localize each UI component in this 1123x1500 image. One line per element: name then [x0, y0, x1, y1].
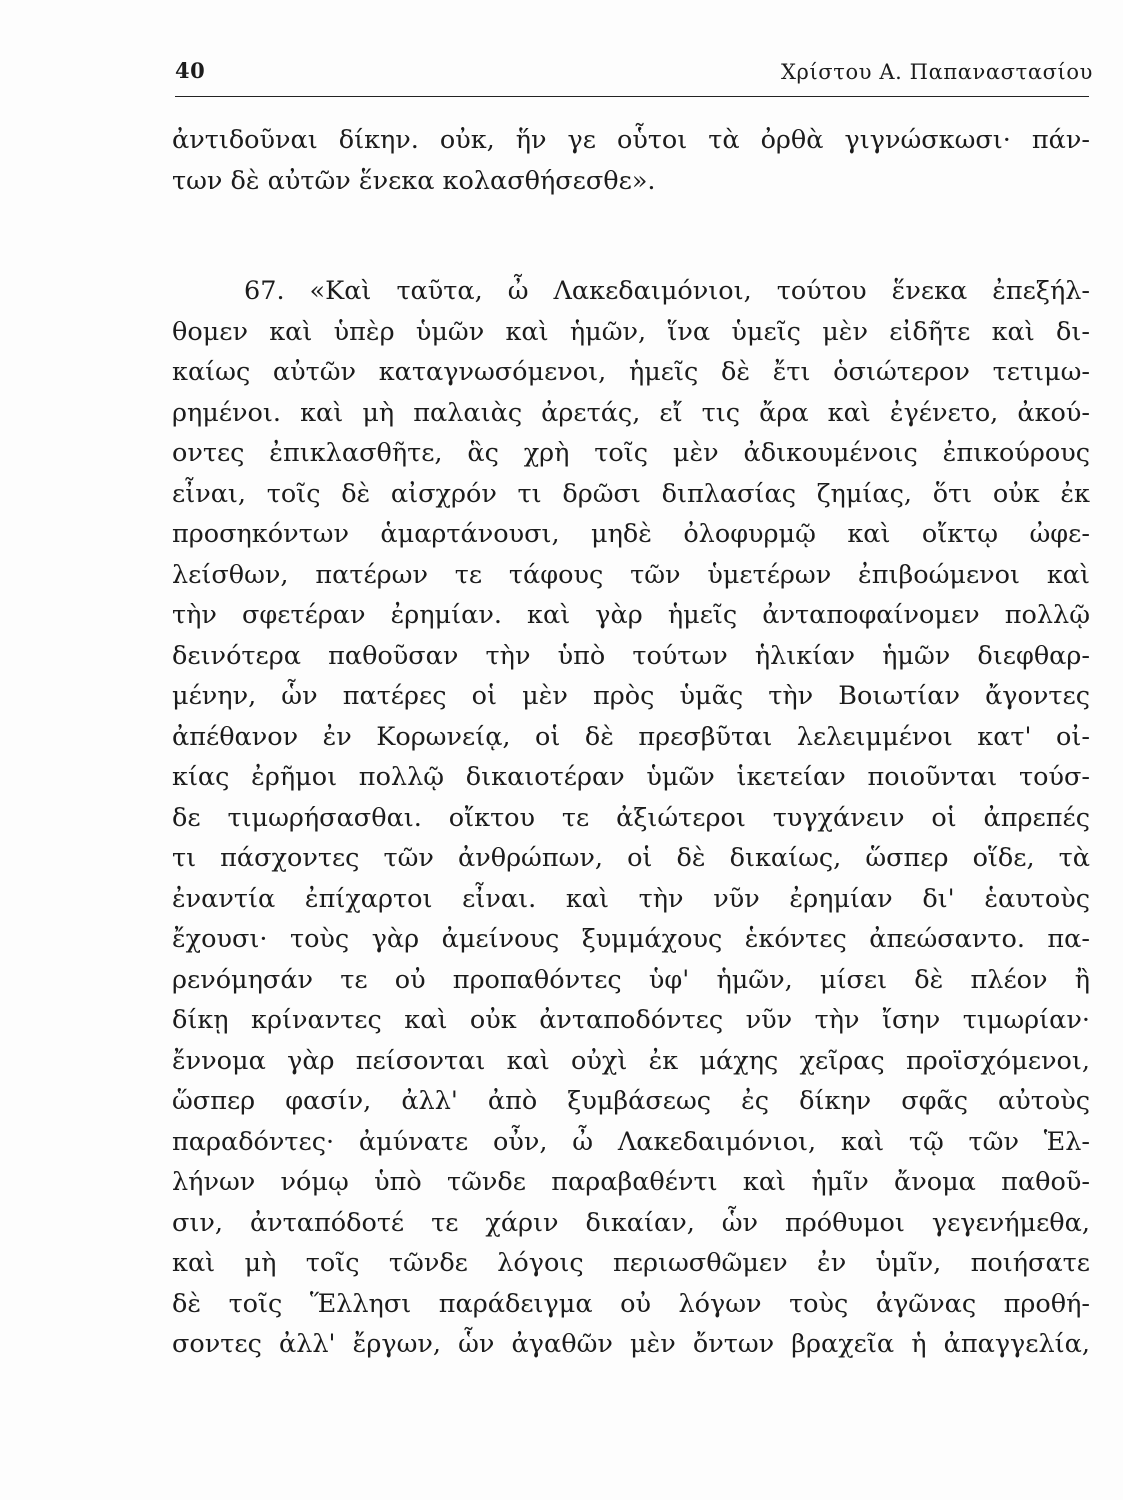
text-line: ἀπέθανον ἐν Κορωνείᾳ, οἱ δὲ πρεσβῦται λελειμμένοι κατ' οἰ- — [172, 721, 1090, 752]
text-line: δὲ τοῖς Ἕλλησι παράδειγμα οὐ λόγων τοὺς ἀγῶνας προθή- — [172, 1288, 1090, 1319]
text-line: τι πάσχοντες τῶν ἀνθρώπων, οἱ δὲ δικαίως, ὥσπερ οἵδε, τὰ — [172, 843, 1090, 873]
text-line: ὥσπερ φασίν, ἀλλ' ἀπὸ ξυμβάσεως ἐς δίκην σφᾶς αὐτοὺς — [172, 1086, 1090, 1116]
text-line: 67. «Καὶ ταῦτα, ὦ Λακεδαιμόνιοι, τούτου ἕνεκα ἐπεξήλ- — [244, 276, 1090, 306]
text-line: δε τιμωρήσασθαι. οἴκτου τε ἀξιώτεροι τυγχάνειν οἱ ἀπρεπές — [172, 802, 1090, 833]
text-line: ἔννομα γὰρ πείσονται καὶ οὐχὶ ἐκ μάχης χεῖρας προϊσχόμενοι, — [172, 1045, 1090, 1076]
text-line: ἀντιδοῦναι δίκην. οὐκ, ἥν γε οὗτοι τὰ ὀρθὰ γιγνώσκωσι· πάν- — [172, 125, 1090, 155]
text-line: προσηκόντων ἁμαρτάνουσι, μηδὲ ὀλοφυρμῷ καὶ οἴκτῳ ὠφε- — [172, 519, 1090, 549]
text-line: ἔχουσι· τοὺς γὰρ ἀμείνους ξυμμάχους ἑκόντες ἀπεώσαντο. πα- — [172, 924, 1090, 954]
text-line: μένην, ὧν πατέρες οἱ μὲν πρὸς ὑμᾶς τὴν Βοιωτίαν ἄγοντες — [172, 681, 1090, 711]
text-line: ρενόμησάν τε οὐ προπαθόντες ὑφ' ἡμῶν, μίσει δὲ πλέον ἢ — [172, 964, 1090, 995]
text-line: κίας ἐρῆμοι πολλῷ δικαιοτέραν ὑμῶν ἱκετείαν ποιοῦνται τούσ- — [172, 762, 1090, 792]
text-line: λείσθων, πατέρων τε τάφους τῶν ὑμετέρων ἐπιβοώμενοι καὶ — [172, 559, 1090, 590]
text-line: ρημένοι. καὶ μὴ παλαιὰς ἀρετάς, εἴ τις ἄρα καὶ ἐγένετο, ἀκού- — [172, 397, 1090, 428]
header-rule — [175, 96, 1089, 97]
text-line: καίως αὐτῶν καταγνωσόμενοι, ἡμεῖς δὲ ἔτι ὁσιώτερον τετιμω- — [172, 357, 1090, 387]
paragraph-gap — [172, 201, 1090, 271]
text-line: ἐναντία ἐπίχαρτοι εἶναι. καὶ τὴν νῦν ἐρημίαν δι' ἑαυτοὺς — [172, 883, 1090, 914]
text-line: θομεν καὶ ὑπὲρ ὑμῶν καὶ ἡμῶν, ἵνα ὑμεῖς μὲν εἰδῆτε καὶ δι- — [172, 316, 1090, 347]
page-number: 40 — [175, 58, 206, 83]
text-line: σοντες ἀλλ' ἔργων, ὧν ἀγαθῶν μὲν ὄντων βραχεῖα ἡ ἀπαγγελία, — [172, 1329, 1090, 1359]
text-line: καὶ μὴ τοῖς τῶνδε λόγοις περιωσθῶμεν ἐν ὑμῖν, ποιήσατε — [172, 1248, 1090, 1278]
text-line: λήνων νόμῳ ὑπὸ τῶνδε παραβαθέντι καὶ ἡμῖν ἄνομα παθοῦ- — [172, 1167, 1090, 1197]
body-text — [172, 120, 1090, 1365]
text-line: εἶναι, τοῖς δὲ αἰσχρόν τι δρῶσι διπλασίας ζημίας, ὅτι οὐκ ἐκ — [172, 478, 1090, 509]
text-line: παραδόντες· ἀμύνατε οὖν, ὦ Λακεδαιμόνιοι, καὶ τῷ τῶν Ἑλ- — [172, 1126, 1090, 1157]
text-line: σιν, ἀνταπόδοτέ τε χάριν δικαίαν, ὧν πρόθυμοι γεγενήμεθα, — [172, 1207, 1090, 1238]
running-head: Χρίστου Α. Παπαναστασίου — [780, 60, 1093, 84]
page-header — [175, 58, 1093, 94]
text-line: των δὲ αὐτῶν ἕνεκα κολασθήσεσθε». — [172, 165, 656, 196]
text-line: δίκῃ κρίναντες καὶ οὐκ ἀνταποδόντες νῦν τὴν ἴσην τιμωρίαν· — [172, 1005, 1090, 1035]
text-line: δεινότερα παθοῦσαν τὴν ὑπὸ τούτων ἡλικίαν ἡμῶν διεφθαρ- — [172, 640, 1090, 671]
text-line: τὴν σφετέραν ἐρημίαν. καὶ γὰρ ἡμεῖς ἀνταποφαίνομεν πολλῷ — [172, 600, 1090, 630]
text-line: οντες ἐπικλασθῆτε, ἃς χρὴ τοῖς μὲν ἀδικουμένοις ἐπικούρους — [172, 438, 1090, 468]
